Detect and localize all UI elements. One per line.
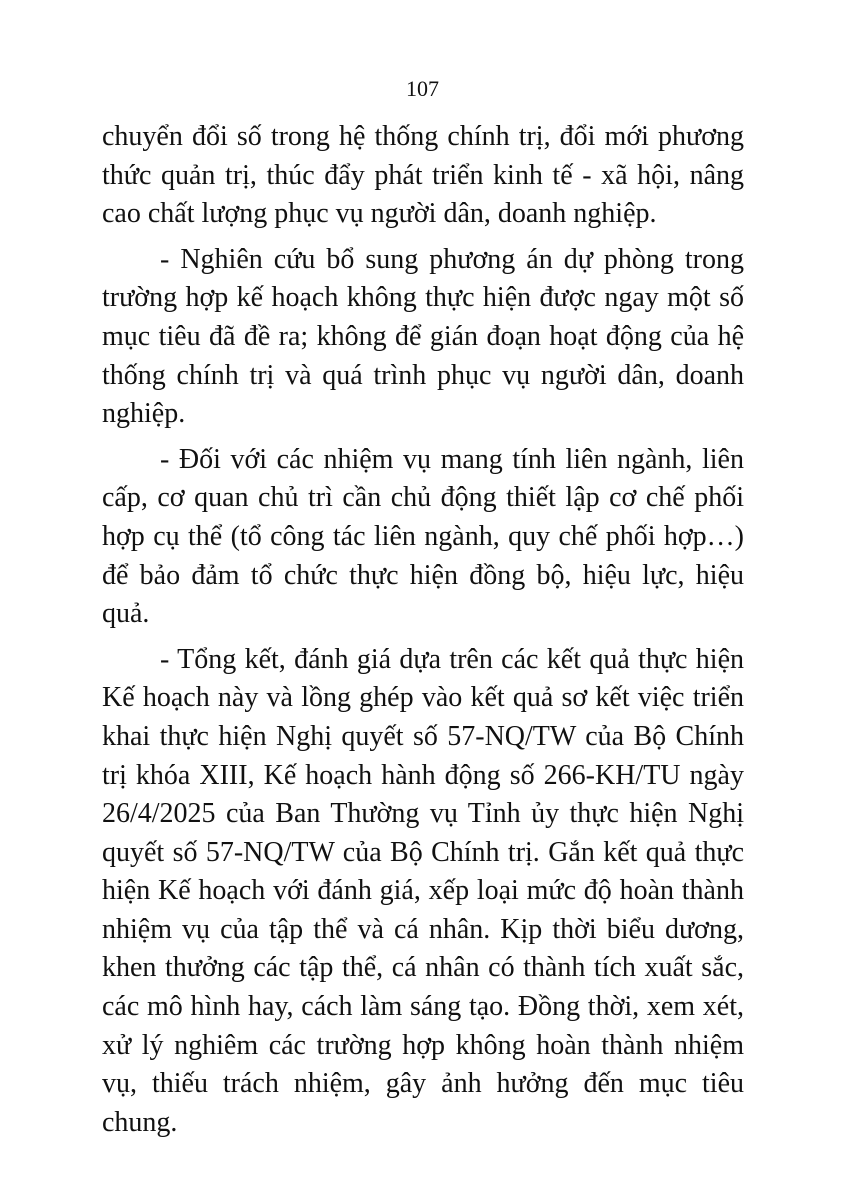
page-number: 107 [406, 76, 439, 101]
document-body [102, 118, 744, 1142]
paragraph-continuation: chuyển đổi số trong hệ thống chính trị, đổi mới phương thức quản trị, thúc đẩy phát triển kinh tế - xã hội, nâng cao chất lượng phục vụ người dân, doanh nghiệp. [102, 121, 744, 230]
paragraph-summary-evaluation: - Tổng kết, đánh giá dựa trên các kết quả thực hiện Kế hoạch này và lồng ghép vào kết quả sơ kết việc triển khai thực hiện Nghị quyết số 57-NQ/TW của Bộ Chính trị khóa XIII, Kế hoạch hành động số 266-KH/TU ngày 26/4/2025 của Ban Thường vụ Tỉnh ủy thực hiện Nghị quyết số 57-NQ/TW của Bộ Chính trị. Gắn kết quả thực hiện Kế hoạch với đánh giá, xếp loại mức độ hoàn thành nhiệm vụ của tập thể và cá nhân. Kịp thời biểu dương, khen thưởng các tập thể, cá nhân có thành tích xuất sắc, các mô hình hay, cách làm sáng tạo. Đồng thời, xem xét, xử lý nghiêm các trường hợp không hoàn thành nhiệm vụ, thiếu trách nhiệm, gây ảnh hưởng đến mục tiêu chung. [102, 643, 744, 1138]
paragraph-interdisciplinary-tasks: - Đối với các nhiệm vụ mang tính liên ngành, liên cấp, cơ quan chủ trì cần chủ động thiết lập cơ chế phối hợp cụ thể (tổ công tác liên ngành, quy chế phối hợp…) để bảo đảm tổ chức thực hiện đồng bộ, hiệu lực, hiệu quả. [102, 443, 744, 630]
paragraph-contingency-plan: - Nghiên cứu bổ sung phương án dự phòng trong trường hợp kế hoạch không thực hiện được ngay một số mục tiêu đã đề ra; không để gián đoạn hoạt động của hệ thống chính trị và quá trình phục vụ người dân, doanh nghiệp. [102, 243, 744, 430]
